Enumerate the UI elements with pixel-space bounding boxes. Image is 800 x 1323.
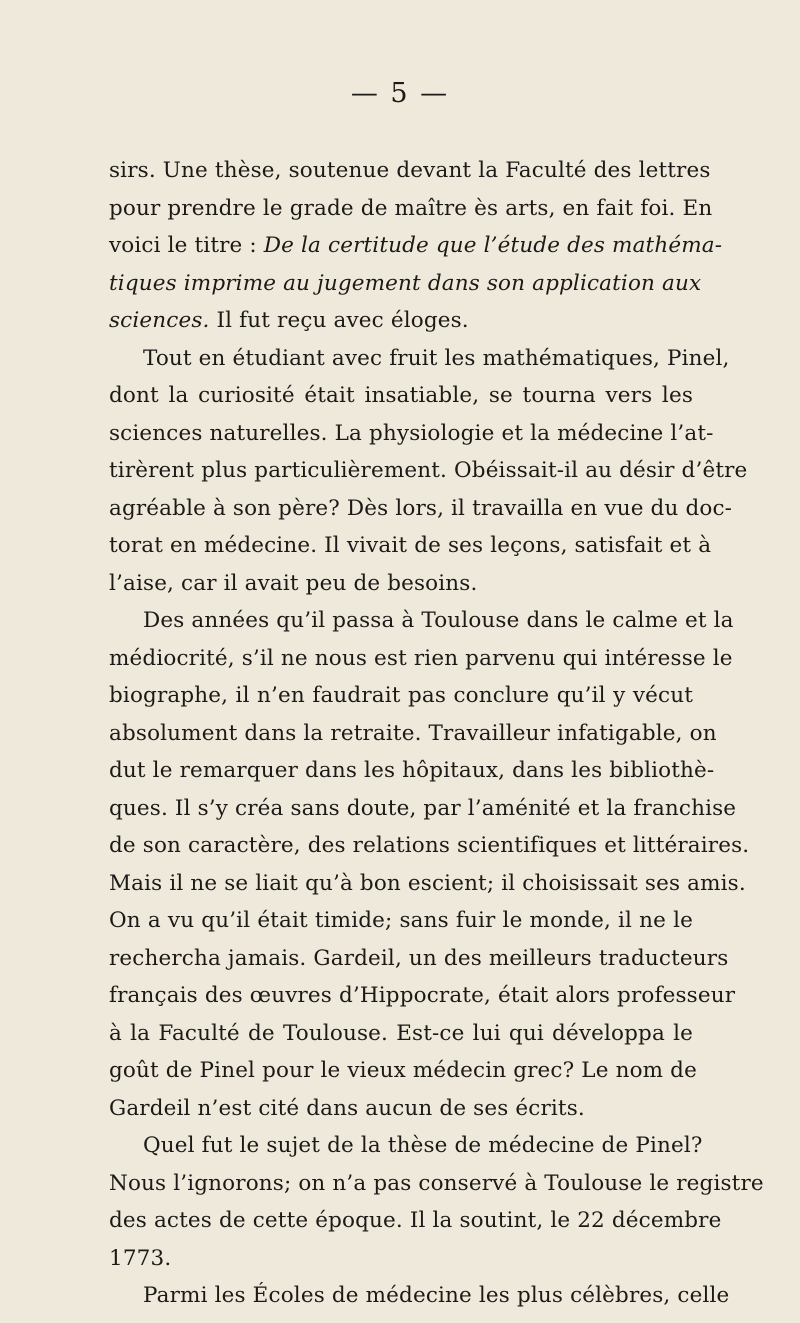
italic-title: De la certitude que l’étude des mathéma- bbox=[263, 233, 723, 258]
text-line: Des années qu’il passa à Toulouse dans le calme et la bbox=[143, 608, 734, 633]
text-line bbox=[109, 265, 702, 303]
text-line: l’aise, car il avait peu de besoins. bbox=[109, 570, 478, 596]
text-line: torat en médecine. Il vivait de ses leçons, satisfait et à bbox=[109, 533, 712, 558]
text-line: Quel fut le sujet de la thèse de médecine de Pinel? bbox=[143, 1133, 703, 1158]
text-line: dont la curiosité était insatiable, se tourna vers les bbox=[109, 383, 693, 408]
text-line: 1773. bbox=[109, 1245, 172, 1271]
text-line: des actes de cette époque. Il la soutint, le 22 décembre bbox=[109, 1208, 722, 1233]
text-line: Mais il ne se liait qu’à bon escient; il choisissait ses amis. bbox=[109, 870, 746, 896]
text-line: médiocrité, s’il ne nous est rien parvenu qui intéresse le bbox=[109, 645, 733, 671]
italic-title: tiques imprime au jugement dans son application aux bbox=[109, 270, 702, 296]
text-line: de son caractère, des relations scientifiques et littéraires. bbox=[109, 833, 750, 858]
text-line: rechercha jamais. Gardeil, un des meilleurs traducteurs bbox=[109, 945, 729, 971]
text-line: pour prendre le grade de maître ès arts, en fait foi. En bbox=[109, 195, 713, 221]
text-line: absolument dans la retraite. Travailleur infatigable, on bbox=[109, 720, 717, 746]
text-line: biographe, il n’en faudrait pas conclure qu’il y vécut bbox=[109, 683, 693, 708]
text-line: voici le titre : De la certitude que l’étude des mathéma- bbox=[109, 233, 723, 258]
text-line: Parmi les Écoles de médecine les plus célèbres, celle bbox=[143, 1283, 730, 1308]
paragraph bbox=[109, 1127, 764, 1277]
text-line: à la Faculté de Toulouse. Est-ce lui qui développa le bbox=[109, 1020, 693, 1046]
text-line: Gardeil n’est cité dans aucun de ses écrits. bbox=[109, 1095, 585, 1121]
text-line: Tout en étudiant avec fruit les mathématiques, Pinel, bbox=[143, 345, 730, 371]
body-text bbox=[109, 152, 764, 1315]
text-line: sciences naturelles. La physiologie et la médecine l’at- bbox=[109, 420, 714, 446]
text-line: agréable à son père? Dès lors, il travailla en vue du doc- bbox=[109, 495, 733, 521]
paragraph bbox=[109, 152, 723, 340]
text-line: sciences. Il fut reçu avec éloges. bbox=[109, 308, 469, 333]
text-line: sirs. Une thèse, soutenue devant la Faculté des lettres bbox=[109, 158, 711, 183]
text-line: On a vu qu’il était timide; sans fuir le monde, il ne le bbox=[109, 908, 693, 933]
text-line: ques. Il s’y créa sans doute, par l’aménité et la franchise bbox=[109, 795, 737, 821]
paragraph bbox=[109, 340, 748, 603]
text-line: français des œuvres d’Hippocrate, était alors professeur bbox=[109, 983, 736, 1008]
text-line: goût de Pinel pour le vieux médecin grec? Le nom de bbox=[109, 1058, 697, 1083]
text-line: dut le remarquer dans les hôpitaux, dans les bibliothè- bbox=[109, 758, 715, 783]
paragraph bbox=[109, 1277, 730, 1315]
paragraph bbox=[109, 602, 750, 1127]
text-line: Nous l’ignorons; on n’a pas conservé à Toulouse le registre bbox=[109, 1170, 764, 1196]
italic-title: sciences. bbox=[109, 308, 210, 333]
text-line: tirèrent plus particulièrement. Obéissait-il au désir d’être bbox=[109, 458, 748, 483]
page-number: — 5 — bbox=[350, 78, 450, 109]
